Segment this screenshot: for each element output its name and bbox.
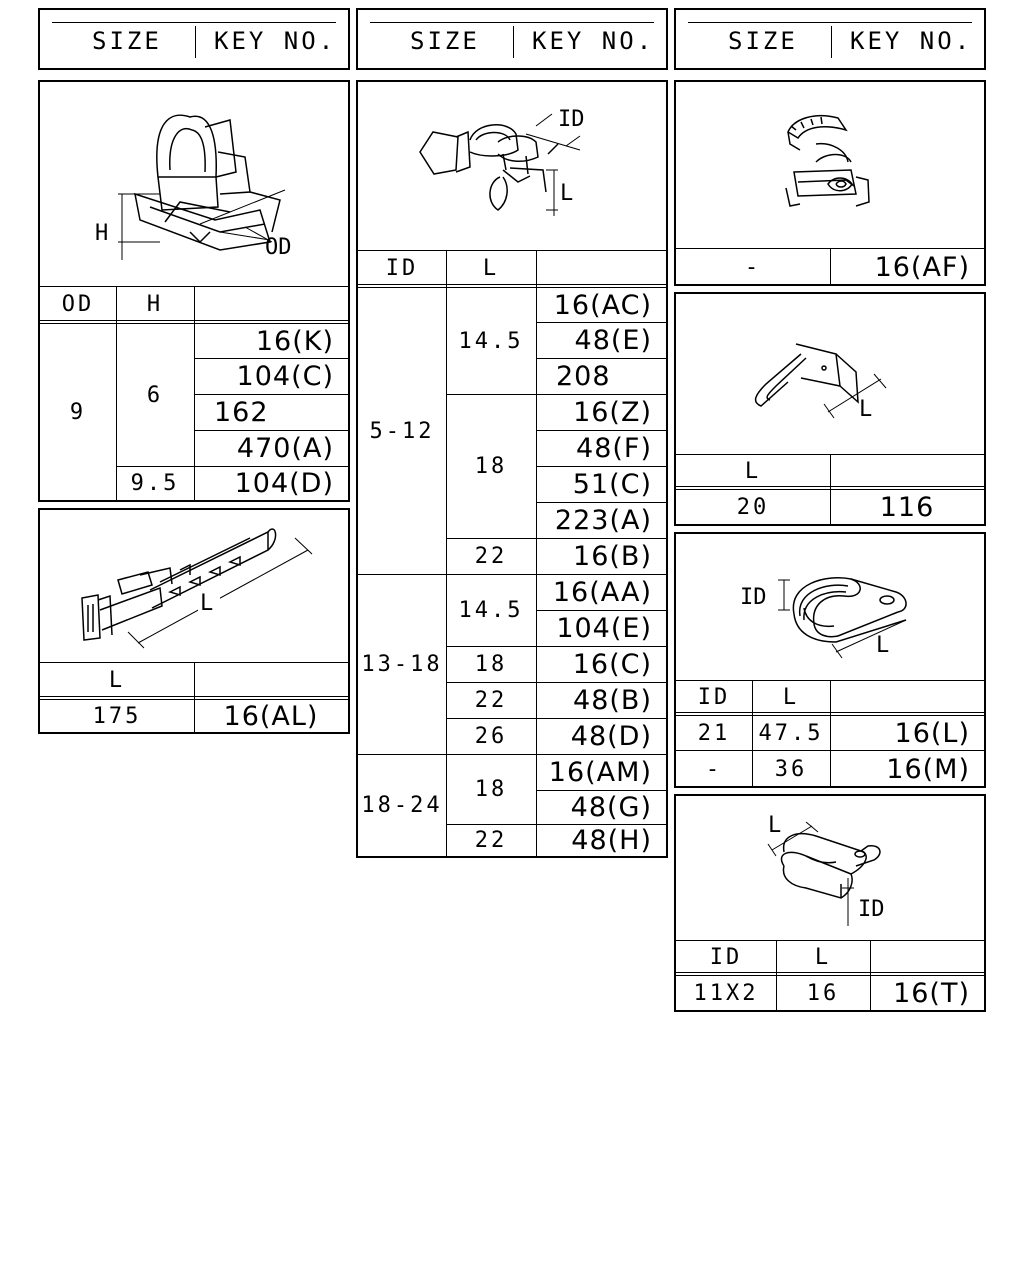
key-no-cell: 16(B): [573, 540, 652, 572]
h-value: 6: [146, 382, 164, 408]
size-header: SIZE: [92, 27, 162, 55]
key-no-cell: 48(F): [576, 432, 652, 464]
l-value: 36: [774, 756, 808, 782]
l-value: 18: [474, 651, 508, 677]
key-no-cell: 48(B): [573, 684, 652, 716]
id-value: 11X2: [693, 980, 759, 1006]
header-size-key-1: [38, 8, 350, 70]
od-value: 9: [69, 399, 87, 425]
col-h-header: H: [146, 291, 164, 317]
l-value: 14.5: [458, 597, 524, 623]
clip-lm-panel: [674, 532, 986, 788]
key-no-cell: 16(AC): [553, 289, 652, 321]
dim-id-label: ID: [558, 107, 585, 132]
key-no-cell: 470(A): [236, 432, 334, 464]
col-l-header: L: [482, 255, 500, 281]
clip-116-panel: [674, 292, 986, 526]
col-id-header: ID: [385, 255, 419, 281]
key-no-cell: 16(C): [572, 648, 652, 680]
dim-h-label: H: [95, 221, 109, 246]
l-value: 14.5: [458, 328, 524, 354]
header-size-key-3: [674, 8, 986, 70]
id-value: -: [705, 756, 723, 782]
l-value: 47.5: [758, 720, 824, 746]
key-no-cell: 16(K): [255, 325, 334, 357]
clamp-id-l-panel: [356, 80, 668, 858]
key-no-cell: 51(C): [572, 468, 652, 500]
dim-l-label: L: [876, 633, 890, 658]
key-no-cell: 104(E): [556, 612, 652, 644]
hose-clamp-drawing: [358, 82, 666, 250]
key-no-cell: 16(M): [886, 753, 970, 785]
key-no-cell: 48(D): [570, 720, 652, 752]
l-value: 20: [736, 494, 770, 520]
l-value: 26: [474, 723, 508, 749]
key-no-cell: 162: [214, 396, 269, 428]
col-od-header: OD: [61, 291, 95, 317]
l-value: 22: [474, 687, 508, 713]
p-clamp-drawing: [676, 534, 984, 680]
dim-l-label: L: [560, 181, 574, 206]
dim-id-label: ID: [740, 585, 767, 610]
key-no-cell: 16(AF): [874, 251, 970, 283]
key-no-cell: 223(A): [554, 504, 652, 536]
hook-clip-drawing: [676, 82, 984, 250]
l-value: 22: [474, 543, 508, 569]
key-no-cell: 116: [879, 491, 935, 523]
dim-l-label: L: [768, 813, 782, 838]
id-range: 5-12: [369, 418, 435, 444]
size-header: SIZE: [728, 27, 798, 55]
cable-tie-band-drawing: [40, 510, 348, 662]
key-no-cell: 16(AA): [552, 576, 652, 608]
id-range: 18-24: [361, 792, 443, 818]
key-no-header: KEY NO.: [214, 27, 337, 55]
key-no-cell: 104(C): [236, 360, 334, 392]
key-no-cell: 16(AL): [223, 700, 319, 732]
l-value: 18: [474, 453, 508, 479]
key-no-header: KEY NO.: [532, 27, 655, 55]
col-id-header: ID: [709, 944, 743, 970]
key-no-cell: 48(H): [571, 824, 652, 856]
cable-band-panel: [38, 508, 350, 734]
l-value: 175: [92, 703, 142, 729]
col-id-header: ID: [697, 684, 731, 710]
key-no-cell: 48(E): [574, 324, 652, 356]
spring-clip-drawing: [676, 294, 984, 454]
col-l-header: L: [782, 684, 800, 710]
key-no-cell: 16(AM): [548, 756, 652, 788]
id-value: 21: [697, 720, 731, 746]
h-value: 9.5: [130, 470, 180, 496]
header-size-key-2: [356, 8, 668, 70]
key-no-cell: 208: [556, 360, 611, 392]
key-no-cell: 16(T): [893, 977, 970, 1009]
col-l-header: L: [108, 667, 126, 693]
dim-l-label: L: [200, 591, 214, 616]
size-header: SIZE: [410, 27, 480, 55]
clip-af-panel: [674, 80, 986, 286]
key-no-cell: 104(D): [234, 467, 334, 499]
key-no-cell: 48(G): [570, 791, 652, 823]
clip-t-panel: [674, 794, 986, 1012]
dim-od-label: OD: [265, 235, 292, 260]
push-rivet-clip-drawing: [40, 82, 348, 286]
size-value: -: [744, 254, 762, 280]
dim-l-label: L: [859, 397, 873, 422]
dim-id-label: ID: [858, 897, 885, 922]
key-no-header: KEY NO.: [850, 27, 973, 55]
col-l-header: L: [744, 458, 762, 484]
l-value: 16: [806, 980, 840, 1006]
col-l-header: L: [814, 944, 832, 970]
l-value: 18: [474, 776, 508, 802]
key-no-cell: 16(L): [894, 717, 970, 749]
clip-od-h-panel: [38, 80, 350, 502]
id-range: 13-18: [361, 651, 443, 677]
flat-clamp-drawing: [676, 796, 984, 942]
key-no-cell: 16(Z): [573, 396, 652, 428]
l-value: 22: [474, 827, 508, 853]
